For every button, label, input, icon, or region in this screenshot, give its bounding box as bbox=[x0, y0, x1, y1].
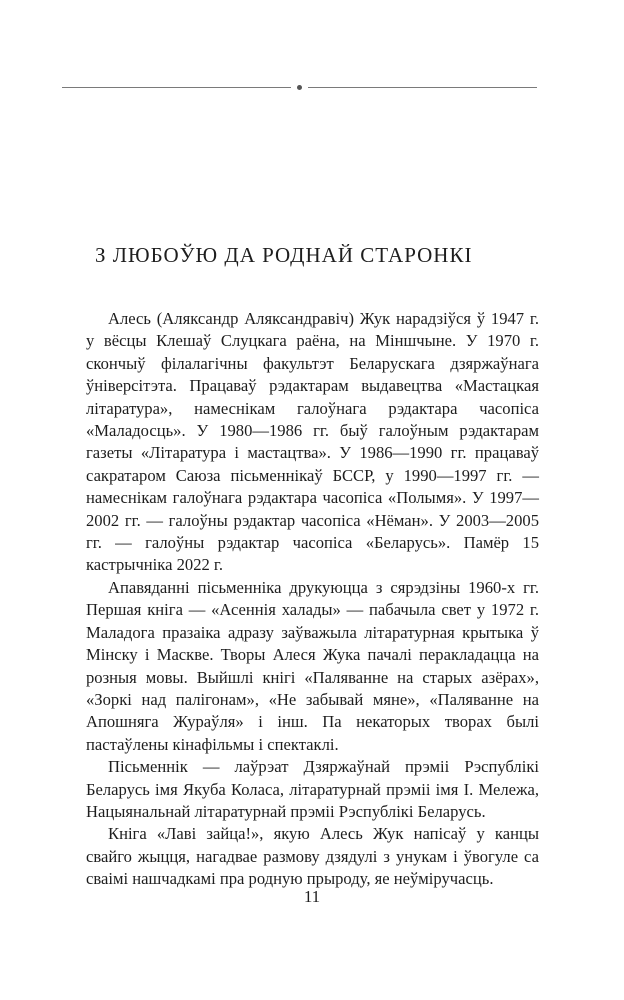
paragraph-biography: Алесь (Аляксандр Аляксандравіч) Жук нарадзіўся ў 1947 г. у вёсцы Клешаў Слуцкага раёна, на Міншчыне. У 1970 г. скончыў філалагічны факультэт Беларускага дзяржаўнага ўніверсітэта. Працаваў рэдактарам выдавецтва «Мастацкая літаратура», намеснікам галоўнага рэдактара часопіса «Маладосць». У 1980—1986 гг. быў галоўным рэдактарам газеты «Літаратура і мастацтва». У 1986—1990 гг. працаваў сакратаром Саюза пісьменнікаў БССР, у 1990—1997 гг. — намеснікам галоўнага рэдактара часопіса «Полымя». У 1997—2002 гг. — галоўны рэдактар часопіса «Нёман». У 2003—2005 гг. — галоўны рэдактар часопіса «Беларусь». Памёр 15 кастрычніка 2022 г. bbox=[86, 309, 539, 575]
ornament-line-right bbox=[308, 87, 537, 88]
paragraph-book: Кніга «Лаві зайца!», якую Алесь Жук напісаў у канцы свайго жыцця, нагадвае размову дзядулі з унукам і ўвогуле са сваімі нашчадкамі пра родную прыроду, яе неўміручасць. bbox=[86, 824, 539, 889]
ornament-line-left bbox=[62, 87, 291, 88]
paragraph-works: Апавяданні пісьменніка друкуюцца з сярэдзіны 1960-х гг. Першая кніга — «Асеннія халады» — пабачыла свет у 1972 г. Маладога празаіка адразу заўважыла літаратурная крытыка ў Мінску і Маскве. Творы Алеся Жука пачалі перакладацца на розныя мовы. Выйшлі кнігі «Паляванне на старых азёрах», «Зоркі над палігонам», «Не забывай мяне», «Паляванне на Апошняга Жураўля» і інш. Па некаторых творах былі пастаўлены кінафільмы і спектаклі. bbox=[86, 577, 539, 754]
page-number: 11 bbox=[303, 887, 321, 906]
top-ornament-rule bbox=[62, 83, 537, 93]
body-text bbox=[86, 308, 539, 891]
chapter-title: З ЛЮБОЎЮ ДА РОДНАЙ СТАРОНКІ bbox=[95, 243, 473, 267]
paragraph-awards: Пісьменнік — лаўрэат Дзяржаўнай прэміі Рэспублікі Беларусь імя Якуба Коласа, літаратурнай прэміі імя І. Мележа, Нацыянальнай літаратурнай прэміі Рэспублікі Беларусь. bbox=[86, 757, 539, 821]
ornament-dot bbox=[297, 85, 302, 90]
